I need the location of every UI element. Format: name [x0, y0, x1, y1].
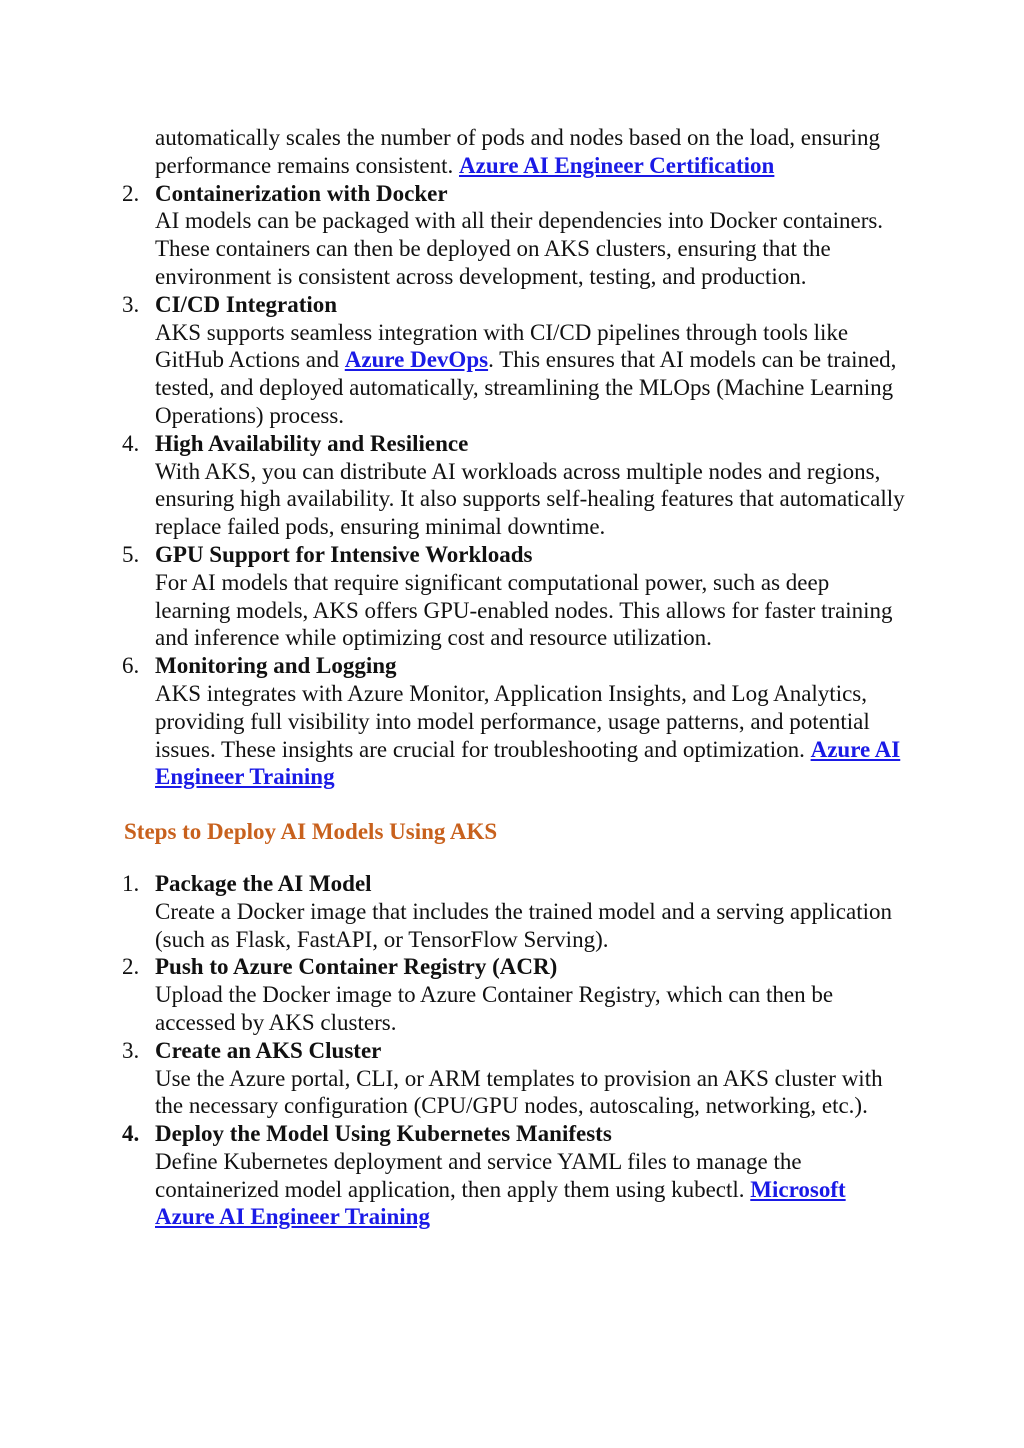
item-body: [155, 1148, 905, 1231]
list-item: [122, 1120, 905, 1231]
item-body-text: Define Kubernetes deployment and service YAML files to manage the containerized model application, then apply them using kubectl.: [155, 1148, 802, 1202]
intro-text: automatically scales the number of pods and nodes based on the load, ensuring performance remains consistent.: [155, 125, 880, 178]
list-item: [122, 870, 905, 953]
list-item: [122, 652, 905, 791]
list-number: 4.: [122, 430, 140, 456]
list-number: 3.: [122, 291, 140, 317]
document-page: [0, 124, 1024, 1231]
list-number: 5.: [122, 541, 140, 567]
item-body: For AI models that require significant computational power, such as deep learning models, AKS offers GPU-enabled nodes. This allows for faster training and inference while optimizing cost and resource utilization.: [155, 569, 893, 651]
item-body-text: . This ensures that AI models can be trained, tested, and deployed automatically, streamlining the MLOps (Machine Learning Operations) process.: [155, 347, 897, 428]
list-item: [122, 291, 905, 430]
azure-ai-engineer-certification-link[interactable]: Azure AI Engineer Certification: [459, 152, 775, 178]
list-number: 1.: [122, 870, 140, 896]
item-title: Package the AI Model: [155, 870, 372, 896]
azure-ai-engineer-training-link[interactable]: Azure AI Engineer Training: [155, 736, 901, 790]
list-number: 2.: [122, 954, 140, 980]
item-body-text: AKS integrates with Azure Monitor, Application Insights, and Log Analytics, providing full visibility into model performance, usage patterns, and potential issues. These insights are crucial for troubleshooting and optimization.: [155, 680, 870, 762]
list-number: 6.: [122, 653, 140, 679]
item-body: [155, 319, 905, 430]
item-body-text: AKS supports seamless integration with CI/CD pipelines through tools like GitHub Actions and: [155, 319, 849, 373]
list-number: 3.: [122, 1037, 140, 1063]
item-body: With AKS, you can distribute AI workloads across multiple nodes and regions, ensuring high availability. It also supports self-healing features that automatically replace failed pods, ensuring minimal downtime.: [155, 458, 905, 540]
item-title: Push to Azure Container Registry (ACR): [155, 954, 558, 980]
azure-devops-link[interactable]: Azure DevOps: [344, 347, 489, 373]
list-item: [122, 953, 905, 1036]
item-title: Deploy the Model Using Kubernetes Manifests: [155, 1121, 612, 1147]
list-item: [122, 541, 905, 652]
list-item: [122, 1037, 905, 1120]
microsoft-azure-ai-engineer-training-link[interactable]: Microsoft Azure AI Engineer Training: [155, 1176, 846, 1230]
list-item: [122, 430, 905, 541]
benefits-list: [0, 180, 1024, 792]
intro-paragraph: [155, 124, 905, 180]
item-body: Upload the Docker image to Azure Container Registry, which can then be accessed by AKS clusters.: [155, 982, 834, 1035]
item-body: AI models can be packaged with all their dependencies into Docker containers. These containers can then be deployed on AKS clusters, ensuring that the environment is consistent across development, testing, and production.: [155, 208, 884, 289]
list-number: 4.: [122, 1121, 140, 1147]
list-number: 2.: [122, 180, 140, 206]
item-title: GPU Support for Intensive Workloads: [155, 541, 533, 567]
item-body: [155, 680, 905, 791]
section-heading: Steps to Deploy AI Models Using AKS: [124, 819, 498, 845]
item-body: Create a Docker image that includes the trained model and a serving application (such as Flask, FastAPI, or TensorFlow Serving).: [155, 898, 892, 952]
item-title: Monitoring and Logging: [155, 653, 397, 679]
item-title: High Availability and Resilience: [155, 430, 469, 456]
item-body: Use the Azure portal, CLI, or ARM templates to provision an AKS cluster with the necessary configuration (CPU/GPU nodes, autoscaling, networking, etc.).: [155, 1065, 883, 1119]
item-title: Containerization with Docker: [155, 180, 448, 206]
item-title: CI/CD Integration: [155, 291, 338, 317]
item-title: Create an AKS Cluster: [155, 1037, 382, 1063]
list-item: [122, 180, 905, 291]
steps-list: [0, 870, 1024, 1231]
